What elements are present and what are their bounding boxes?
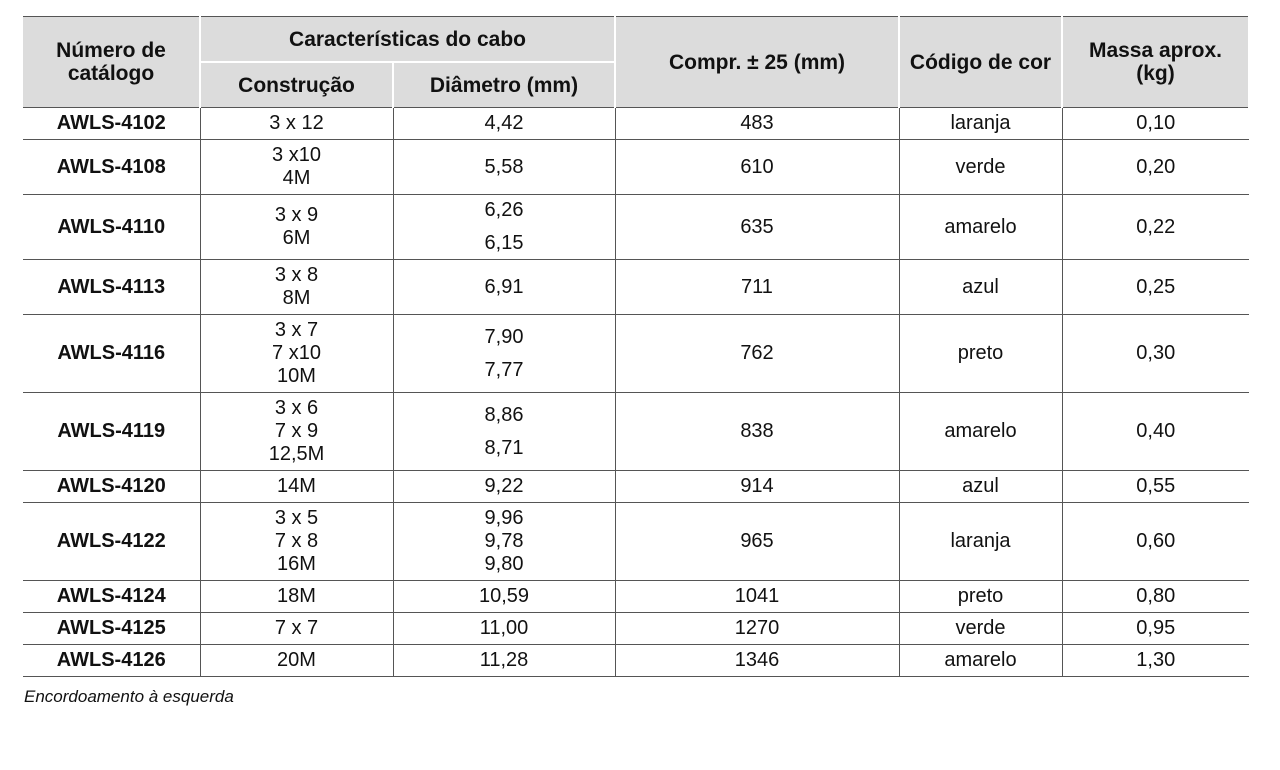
cell-color: amarelo xyxy=(899,195,1062,260)
cell-catalog: AWLS-4126 xyxy=(23,645,200,677)
cell-catalog: AWLS-4113 xyxy=(23,260,200,315)
cell-construction-line: 7 x 9 xyxy=(274,420,319,442)
cell-length: 965 xyxy=(615,503,899,581)
cell-construction-line: 3 x 9 xyxy=(274,204,319,226)
table-row xyxy=(23,613,1249,645)
header-cable-group: Características do cabo xyxy=(200,17,615,63)
cell-construction-line: 3 x 7 xyxy=(274,319,319,341)
cell-catalog: AWLS-4116 xyxy=(23,315,200,393)
table-row xyxy=(23,195,1249,260)
cell-catalog: AWLS-4108 xyxy=(23,140,200,195)
cell-mass: 0,40 xyxy=(1062,393,1249,471)
cell-construction-line: 4M xyxy=(282,167,311,189)
cell-color: verde xyxy=(899,613,1062,645)
cell-color: amarelo xyxy=(899,393,1062,471)
cell-catalog: AWLS-4122 xyxy=(23,503,200,581)
cell-length: 711 xyxy=(615,260,899,315)
cell-diameter-line: 6,91 xyxy=(484,275,524,298)
table-row xyxy=(23,393,1249,471)
table-row xyxy=(23,645,1249,677)
cell-construction-line: 3 x 12 xyxy=(269,112,324,134)
cell-diameter-line: 9,78 xyxy=(484,530,524,552)
cell-construction xyxy=(200,108,393,140)
header-diameter: Diâmetro (mm) xyxy=(393,62,615,108)
cell-diameter-line: 9,96 xyxy=(484,507,524,529)
cell-construction-line: 8M xyxy=(282,287,311,309)
cell-color: azul xyxy=(899,471,1062,503)
cell-color: preto xyxy=(899,581,1062,613)
cell-diameter-line: 4,42 xyxy=(484,112,524,134)
table-row xyxy=(23,315,1249,393)
cell-length: 1270 xyxy=(615,613,899,645)
cell-diameter xyxy=(393,471,615,503)
cell-mass: 0,95 xyxy=(1062,613,1249,645)
table-body xyxy=(23,108,1249,677)
cell-mass: 0,60 xyxy=(1062,503,1249,581)
cell-length: 1346 xyxy=(615,645,899,677)
cell-diameter xyxy=(393,315,615,393)
cell-construction xyxy=(200,315,393,393)
cell-color: amarelo xyxy=(899,645,1062,677)
cell-catalog: AWLS-4102 xyxy=(23,108,200,140)
cell-diameter-line: 11,28 xyxy=(479,649,529,671)
table-row xyxy=(23,503,1249,581)
cell-diameter-line: 6,26 xyxy=(484,199,524,221)
cell-construction xyxy=(200,613,393,645)
cell-construction-line: 3 x 6 xyxy=(274,397,319,419)
cell-construction-line: 20M xyxy=(277,649,316,671)
cell-construction xyxy=(200,393,393,471)
cell-diameter xyxy=(393,260,615,315)
header-catalog: Número de catálogo xyxy=(23,17,200,108)
cell-color: azul xyxy=(899,260,1062,315)
cell-construction xyxy=(200,645,393,677)
cell-diameter xyxy=(393,393,615,471)
cell-catalog: AWLS-4119 xyxy=(23,393,200,471)
table-row xyxy=(23,140,1249,195)
header-color-code: Código de cor xyxy=(899,17,1062,108)
cell-diameter-line: 9,80 xyxy=(484,553,524,575)
cell-diameter xyxy=(393,140,615,195)
cell-construction-line: 12,5M xyxy=(268,443,325,465)
cell-length: 762 xyxy=(615,315,899,393)
cell-mass: 0,55 xyxy=(1062,471,1249,503)
cell-construction xyxy=(200,581,393,613)
cell-color: verde xyxy=(899,140,1062,195)
cell-diameter-line: 7,77 xyxy=(484,358,524,381)
cell-construction-line: 7 x 7 xyxy=(274,617,319,639)
cell-construction xyxy=(200,503,393,581)
cell-mass: 1,30 xyxy=(1062,645,1249,677)
cell-construction-line: 18M xyxy=(277,585,316,607)
cell-construction xyxy=(200,140,393,195)
cell-diameter xyxy=(393,581,615,613)
cell-mass: 0,25 xyxy=(1062,260,1249,315)
cell-diameter xyxy=(393,503,615,581)
table-row xyxy=(23,471,1249,503)
cell-color: preto xyxy=(899,315,1062,393)
cell-diameter-line: 7,90 xyxy=(484,325,524,348)
cell-length: 483 xyxy=(615,108,899,140)
cell-length: 1041 xyxy=(615,581,899,613)
cell-construction-line: 3 x 5 xyxy=(274,507,319,529)
cell-construction xyxy=(200,260,393,315)
cell-catalog: AWLS-4120 xyxy=(23,471,200,503)
cell-mass: 0,30 xyxy=(1062,315,1249,393)
cell-color: laranja xyxy=(899,503,1062,581)
cell-diameter xyxy=(393,613,615,645)
table-row xyxy=(23,260,1249,315)
cell-construction-line: 14M xyxy=(277,475,316,497)
cell-construction-line: 3 x 8 xyxy=(274,264,319,286)
header-construction: Construção xyxy=(200,62,393,108)
cell-construction-line: 3 x10 xyxy=(272,144,321,166)
cell-diameter xyxy=(393,195,615,260)
table-row xyxy=(23,108,1249,140)
cell-catalog: AWLS-4125 xyxy=(23,613,200,645)
cell-construction-line: 7 x10 xyxy=(272,342,321,364)
cell-construction-line: 6M xyxy=(282,227,311,249)
cell-construction xyxy=(200,471,393,503)
cell-color: laranja xyxy=(899,108,1062,140)
cell-construction-line: 7 x 8 xyxy=(274,530,319,552)
cell-mass: 0,20 xyxy=(1062,140,1249,195)
cell-catalog: AWLS-4110 xyxy=(23,195,200,260)
spec-table-container xyxy=(23,16,1249,707)
spec-table xyxy=(23,16,1250,677)
cell-catalog: AWLS-4124 xyxy=(23,581,200,613)
header-mass: Massa aprox. (kg) xyxy=(1062,17,1249,108)
cell-diameter-line: 10,59 xyxy=(478,585,530,607)
cell-mass: 0,80 xyxy=(1062,581,1249,613)
cell-construction-line: 16M xyxy=(277,553,316,575)
cell-length: 838 xyxy=(615,393,899,471)
cell-mass: 0,10 xyxy=(1062,108,1249,140)
cell-length: 635 xyxy=(615,195,899,260)
cell-diameter-line: 9,22 xyxy=(484,475,524,497)
cell-diameter-line: 8,86 xyxy=(484,403,524,426)
cell-diameter-line: 5,58 xyxy=(484,155,524,178)
cell-diameter-line: 6,15 xyxy=(484,232,524,254)
cell-diameter-line: 8,71 xyxy=(484,436,524,459)
table-row xyxy=(23,581,1249,613)
header-length: Compr. ± 25 (mm) xyxy=(615,17,899,108)
cell-construction-line: 10M xyxy=(277,365,316,387)
cell-diameter xyxy=(393,108,615,140)
cell-diameter-line: 11,00 xyxy=(479,617,529,639)
cell-mass: 0,22 xyxy=(1062,195,1249,260)
cell-length: 610 xyxy=(615,140,899,195)
cell-length: 914 xyxy=(615,471,899,503)
cell-diameter xyxy=(393,645,615,677)
footnote: Encordoamento à esquerda xyxy=(24,687,234,706)
cell-construction xyxy=(200,195,393,260)
